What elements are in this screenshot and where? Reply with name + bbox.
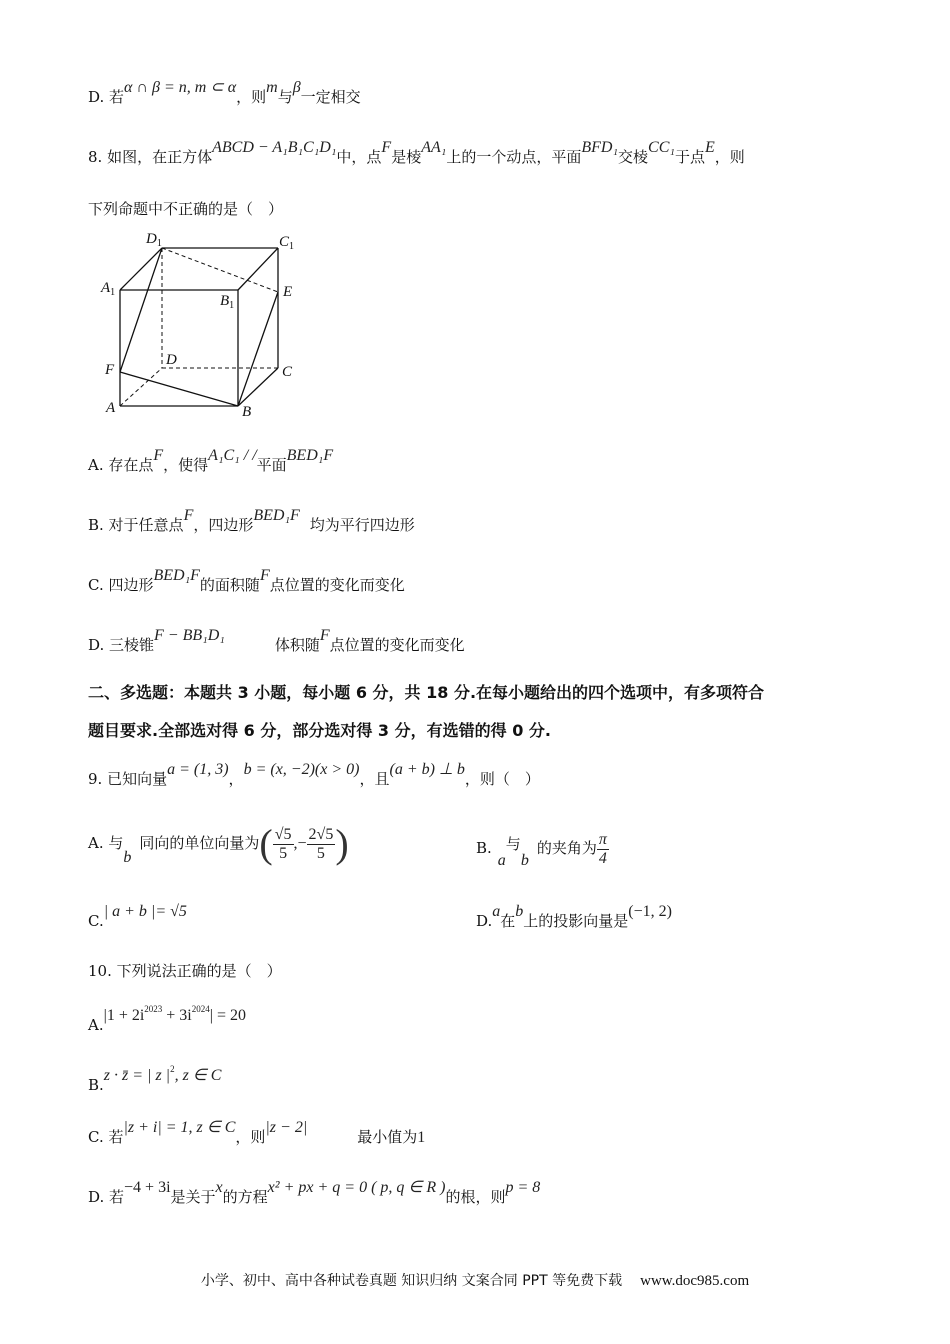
math-var: b (123, 849, 132, 866)
option-label: B. (88, 1076, 104, 1094)
math-expr: $|1 + 2i^{2023} + 3i^{2024}| = 20$ (103, 1004, 246, 1024)
label-f: F (105, 362, 115, 378)
text: ，则 (714, 148, 745, 166)
text: 点位置的变化而变化 (329, 636, 465, 654)
text: 与 (505, 835, 521, 853)
denominator: 4 (598, 849, 607, 867)
math-expr: b = (x, −2)(x > 0) (243, 761, 360, 778)
text: 点位置的变化而变化 (269, 576, 405, 594)
text: ，则 (235, 1128, 266, 1146)
math-expr: BED₁F (153, 567, 200, 584)
fraction (597, 831, 609, 868)
math-expr: (−1, 2) (628, 903, 672, 920)
label-a: A (106, 400, 116, 416)
math-expr: | a + b |= √5 (103, 903, 187, 920)
label-b1: $B_1$ (220, 293, 235, 311)
option-label: A. (88, 1016, 104, 1034)
math-expr: AA₁ (421, 139, 447, 156)
text: 均为平行四边形 (309, 516, 415, 534)
math-var: b (515, 903, 524, 920)
footer-link[interactable]: www.doc985.com (640, 1273, 750, 1289)
math-var: F (319, 627, 330, 644)
label-c1: $C_1$ (279, 234, 295, 252)
paren: ( (259, 821, 273, 866)
fraction (273, 826, 294, 863)
math-var: E (704, 139, 715, 156)
math-expr: BED₁F (253, 507, 300, 524)
denominator: 5 (316, 844, 325, 862)
text: 于点 (674, 148, 705, 166)
label-d: D (166, 352, 177, 368)
math-expr: F − BB₁D₁ (154, 627, 225, 644)
option-label: D. 三棱锥 (88, 636, 155, 654)
label-c: C (282, 364, 293, 380)
text: 一定相交 (300, 88, 361, 106)
page-footer (0, 1270, 950, 1290)
separator: ,− (293, 835, 307, 852)
q8-option-a (88, 447, 334, 477)
text: 在 (500, 912, 516, 930)
math-expr: a = (1, 3) (167, 761, 229, 778)
text: ，且 (359, 770, 390, 788)
option-label: D. 若 (88, 1188, 125, 1206)
numerator: π (598, 830, 607, 848)
math-var: m (266, 79, 278, 96)
section-heading-line2: 题目要求.全部选对得 6 分，部分选对得 3 分，有选错的得 0 分. (88, 721, 551, 740)
math-var: a (497, 852, 506, 869)
q8-option-c (88, 567, 405, 597)
footer-text: 小学、初中、高中各种试卷真题 知识归纳 文案合同 PPT 等免费下载 (200, 1273, 623, 1289)
numerator: 2√5 (308, 825, 334, 843)
math-expr: p = 8 (505, 1179, 541, 1196)
option-label: C. 若 (88, 1128, 124, 1146)
text: 与 (277, 88, 293, 106)
q9-option-b (476, 828, 609, 869)
math-expr: CC₁ (648, 139, 675, 156)
math-var: β (292, 79, 301, 96)
text: ，则 (236, 88, 267, 106)
option-label: A. 存在点 (88, 456, 154, 474)
text: ，使得 (163, 456, 209, 474)
math-expr: |z − 2| (265, 1119, 308, 1136)
q8-option-b (88, 507, 415, 537)
label-b: B (242, 404, 252, 420)
q8-stem (88, 139, 745, 169)
label-d1: $D_1$ (146, 231, 162, 249)
q7-option-d (88, 79, 361, 109)
text: 上的一个动点，平面 (446, 148, 582, 166)
option-label: D. (476, 912, 493, 930)
math-expr: α ∩ β = n, m ⊂ α (124, 79, 237, 96)
q10-option-c (88, 1119, 426, 1149)
text: 的根，则 (445, 1188, 506, 1206)
math-var: a (492, 903, 501, 920)
math-expr: x² + px + q = 0 ( p, q ∈ R ) (267, 1179, 446, 1196)
text: 的夹角为 (536, 839, 597, 857)
math-var: x (215, 1179, 223, 1196)
text: 是关于 (170, 1188, 216, 1206)
math-expr: z · z̄ = | z $|^2$, z ∈ C (103, 1064, 222, 1084)
text: 上的投影向量是 (523, 912, 629, 930)
math-var: F (381, 139, 392, 156)
text: 体积随 (274, 636, 320, 654)
math-expr: BED₁F (286, 447, 334, 464)
math-var: F (259, 567, 270, 584)
q10-option-d (88, 1179, 541, 1209)
option-label: C. 四边形 (88, 576, 154, 594)
text: ， (228, 770, 244, 788)
math-expr: A₁C₁ / / (208, 447, 257, 464)
q10-stem: 10. 下列说法正确的是（ ） (88, 962, 282, 980)
text: 的方程 (222, 1188, 268, 1206)
option-label: B. (476, 839, 492, 857)
text: 8. 如图，在正方体 (88, 148, 213, 166)
option-label: A. 与 (88, 834, 124, 852)
text: ，则（ ） (464, 770, 540, 788)
q8-option-d (88, 627, 465, 657)
denominator: 5 (279, 844, 288, 862)
q10-option-a (88, 1004, 246, 1037)
q10-option-b (88, 1064, 222, 1097)
option-label: D. 若 (88, 88, 125, 106)
option-label: B. 对于任意点 (88, 516, 184, 534)
q8-stem-line2: 下列命题中不正确的是（ ） (88, 200, 284, 218)
text: 交棱 (618, 148, 649, 166)
math-value: 1 (417, 1129, 426, 1146)
text: 最小值为 (357, 1128, 418, 1146)
math-expr: (a + b) ⊥ b (389, 761, 465, 778)
label-e: E (283, 284, 293, 300)
paren: ) (335, 821, 349, 866)
section-heading-line1: 二、多选题：本题共 3 小题，每小题 6 分，共 18 分.在每小题给出的四个选项中，有多项符合 (88, 683, 765, 702)
option-label: C. (88, 912, 104, 930)
text: 平面 (256, 456, 287, 474)
text: 9. 已知向量 (88, 770, 168, 788)
q9-option-c (88, 903, 187, 933)
q9-stem (88, 761, 540, 791)
math-expr: −4 + 3i (124, 1179, 171, 1196)
math-var: F (153, 447, 164, 464)
text: ，四边形 (193, 516, 254, 534)
math-expr: BFD₁ (581, 139, 619, 156)
math-expr: ABCD − A₁B₁C₁D₁ (212, 139, 337, 156)
math-expr: |z + i| = 1, z ∈ C (123, 1119, 236, 1136)
text: 中，点 (336, 148, 382, 166)
cube-figure (96, 226, 306, 422)
fraction (307, 826, 336, 863)
q9-option-d (476, 903, 672, 933)
text: 的面积随 (199, 576, 260, 594)
text: 同向的单位向量为 (139, 834, 260, 852)
math-var: F (183, 507, 194, 524)
numerator: √5 (274, 825, 292, 843)
text: 是棱 (391, 148, 422, 166)
label-a1: $A_1$ (101, 280, 116, 298)
q9-option-a (88, 822, 349, 865)
math-var: b (520, 852, 529, 869)
